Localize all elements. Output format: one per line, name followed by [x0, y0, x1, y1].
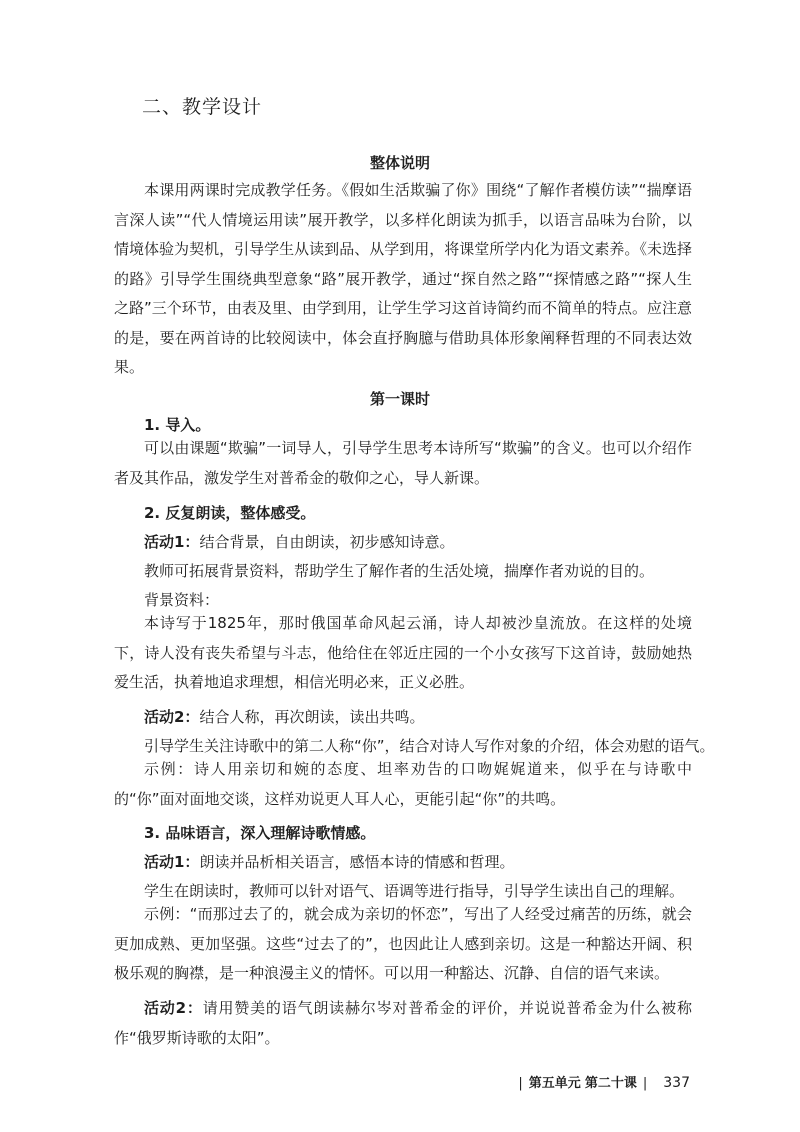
section-heading: 二、教学设计 [142, 96, 263, 118]
activity-3-label: 活动1： [144, 853, 200, 871]
footer-lesson: 第二十课 [584, 1076, 637, 1091]
background-label: 背景资料： [144, 591, 220, 609]
activity-4-body [114, 994, 692, 1053]
activity-3-example: 示例：“而那过去了的，就会成为亲切的怀恋”，写出了人经受过痛苦的历练，就会更加成熟、更加坚强。这些“过去了的”，也因此让人感到亲切。这是一种豁达开阔、积极乐观的胸襟，是一种浪漫主义的情怀。可以用一种豁达、沉静、自信的语气来读。 [114, 905, 692, 982]
activity-1-line [144, 531, 724, 552]
activity-1-label: 活动1： [144, 533, 200, 551]
overview-body: 本课用两课时完成教学任务。《假如生活欺骗了你》围绕“了解作者模仿读”“揣摩语言深人读”“代人情境运用读”展开教学，以多样化朗读为抓手，以语言品味为台阶，以情境体验为契机，引导学生从读到品、从学到用，将课堂所学内化为语文素养。《未选择的路》引导学生围绕典型意象“路”展开教学，通过“探自然之路”“探情感之路”“探人生之路”三个环节，由表及里、由学到用，让学生学习这首诗简约而不简单的特点。应注意的是，要在两首诗的比较阅读中，体会直抒胸臆与借助具体形象阐释哲理的不同表达效果。 [114, 181, 692, 376]
footer-divider: | [642, 1076, 648, 1091]
background-body: 本诗写于1825年，那时俄国革命风起云涌，诗人却被沙皇流放。在这样的处境下，诗人没有丧失希望与斗志，他给住在邻近庄园的一个小女孩写下这首诗，鼓励她热爱生活，执着地追求理想，相信光明必来，正义必胜。 [114, 614, 692, 691]
footer-divider: | [518, 1076, 523, 1091]
overview-paragraph [114, 176, 692, 383]
activity-4-label: 活动2： [144, 999, 203, 1017]
step3-title: 3. 品味语言，深入理解诗歌情感。 [144, 824, 376, 842]
activity-3-note: 学生在朗读时，教师可以针对语气、语调等进行指导，引导学生读出自己的理解。 [144, 882, 685, 900]
activity-1-note: 教师可拓展背景资料，帮助学生了解作者的生活处境，揣摩作者劝说的目的。 [144, 562, 655, 580]
step1-paragraph [114, 434, 692, 493]
activity-2-text: 结合人称，再次朗读，读出共鸣。 [199, 708, 425, 726]
step1-title: 1. 导入。 [144, 416, 211, 434]
activity-3-line [144, 851, 724, 872]
activity-2-note: 引导学生关注诗歌中的第二人称“你”，结合对诗人写作对象的介绍，体会劝慰的语气。 [144, 737, 715, 755]
step1-body: 可以由课题“欺骗”一词导人，引导学生思考本诗所写“欺骗”的含义。也可以介绍作者及其作品，激发学生对普希金的敬仰之心，导人新课。 [114, 439, 692, 487]
overview-title: 整体说明 [369, 154, 430, 172]
activity-2-line [144, 706, 724, 727]
activity-3-example-paragraph [114, 900, 692, 989]
activity-4-paragraph [114, 994, 692, 1053]
page-number: 337 [663, 1075, 690, 1091]
activity-2-example: 示例：诗人用亲切和婉的态度、坦率劝告的口吻娓娓道来，似乎在与诗歌中的“你”面对面地交谈，这样劝说更人耳人心，更能引起“你”的共鸣。 [114, 760, 692, 808]
step2-title: 2. 反复朗读，整体感受。 [144, 504, 316, 522]
activity-2-label: 活动2： [144, 708, 200, 726]
activity-3-text: 朗读并品析相关语言，感悟本诗的情感和哲理。 [199, 853, 515, 871]
footer-unit: 第五单元 [528, 1076, 581, 1091]
activity-2-example-paragraph [114, 755, 692, 814]
page-footer [512, 1072, 690, 1091]
lesson1-title: 第一课时 [369, 390, 430, 408]
background-paragraph [114, 609, 692, 698]
activity-1-text: 结合背景，自由朗读，初步感知诗意。 [199, 533, 455, 551]
activity-4-text: 请用赞美的语气朗读赫尔岑对普希金的评价，并说说普希金为什么被称作“俄罗斯诗歌的太阳”。 [114, 999, 692, 1047]
